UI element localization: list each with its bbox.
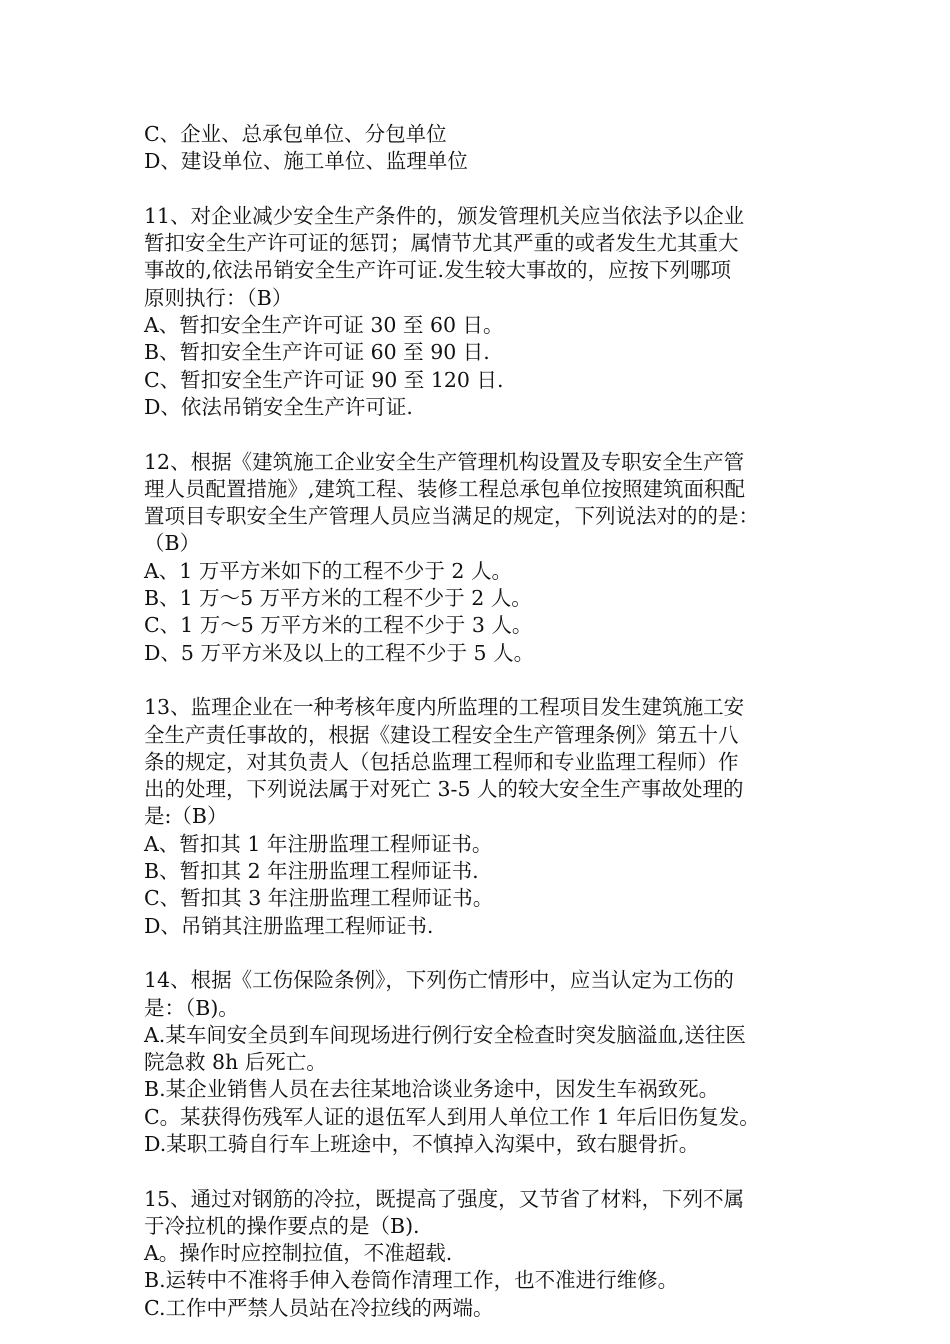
paragraph-gap [144,940,824,967]
question-text: 13、监理企业在一种考核年度内所监理的工程项目发生建筑施工安 [144,695,745,720]
option-a: A、暂扣安全生产许可证 30 至 60 日。 [144,313,504,338]
option-d: D、5 万平方米及以上的工程不少于 5 人。 [144,640,535,665]
question-text: 原则执行：（B） [144,285,293,310]
option-d: D、建设单位、施工单位、监理单位 [144,149,468,174]
option-d: D、吊销其注册监理工程师证书. [144,913,434,938]
document-page [144,121,824,1322]
question-text: 12、根据《建筑施工企业安全生产管理机构设置及专职安全生产管 [144,449,745,474]
option-c: C。某获得伤残军人证的退伍军人到用人单位工作 1 年后旧伤复发。 [144,1104,760,1129]
question-text: 置项目专职安全生产管理人员应当满足的规定，下列说法对的的是： [144,504,759,529]
question-text: 出的处理，下列说法属于对死亡 3-5 人的较大安全生产事故处理的 [144,777,744,802]
question-11 [144,203,824,421]
option-b: B、1 万～5 万平方米的工程不少于 2 人。 [144,586,532,611]
option-block-10 [144,121,824,176]
option-c: C、企业、总承包单位、分包单位 [144,122,447,146]
option-a: A、1 万平方米如下的工程不少于 2 人。 [144,558,512,583]
question-12 [144,449,824,667]
question-text: 15、通过对钢筋的冷拉，既提高了强度，又节省了材料，下列不属 [144,1186,745,1211]
paragraph-gap [144,421,824,448]
option-c: C、暂扣其 3 年注册监理工程师证书。 [144,886,494,911]
paragraph-gap [144,1158,824,1185]
question-text: 14、根据《工伤保险条例》，下列伤亡情形中，应当认定为工伤的 [144,968,734,993]
option-c: C、1 万～5 万平方米的工程不少于 3 人。 [144,613,533,638]
question-text: 是:（B） [144,804,228,829]
option-a: A、暂扣其 1 年注册监理工程师证书。 [144,831,493,856]
question-text: 暂扣安全生产许可证的惩罚；属情节尤其严重的或者发生尤其重大 [144,231,739,256]
question-13 [144,694,824,940]
question-text: 理人员配置措施》,建筑工程、装修工程总承包单位按照建筑面积配 [144,476,746,501]
question-text: 事故的,依法吊销安全生产许可证.发生较大事故的，应按下列哪项 [144,258,732,283]
paragraph-gap [144,667,824,694]
question-text: 是：（B)。 [144,995,239,1020]
option-a: 院急救 8h 后死亡。 [144,1050,327,1075]
question-text: 条的规定，对其负责人（包括总监理工程师和专业监理工程师）作 [144,749,739,774]
option-b: B、暂扣其 2 年注册监理工程师证书. [144,859,479,884]
option-d: D.某职工骑自行车上班途中，不慎掉入沟渠中，致右腿骨折。 [144,1131,700,1156]
option-b: B.某企业销售人员在去往某地洽谈业务途中，因发生车祸致死。 [144,1077,720,1102]
option-c: C.工作中严禁人员站在冷拉线的两端。 [144,1295,494,1320]
option-a: A.某车间安全员到车间现场进行例行安全检查时突发脑溢血,送往医 [144,1022,746,1047]
option-d: D、依法吊销安全生产许可证. [144,394,413,419]
question-15 [144,1186,824,1322]
question-text: 全生产责任事故的，根据《建设工程安全生产管理条例》第五十八 [144,722,739,747]
question-14 [144,967,824,1158]
option-b: B.运转中不准将手伸入卷筒作清理工作，也不准进行维修。 [144,1268,679,1293]
option-b: B、暂扣安全生产许可证 60 至 90 日. [144,340,490,365]
paragraph-gap [144,176,824,203]
option-a: A。操作时应控制拉值，不准超载. [144,1241,453,1266]
answer-text: （B） [144,531,201,556]
question-text: 11、对企业减少安全生产条件的，颁发管理机关应当依法予以企业 [144,203,745,228]
question-text: 于冷拉机的操作要点的是（B). [144,1213,420,1238]
option-c: C、暂扣安全生产许可证 90 至 120 日. [144,367,504,392]
